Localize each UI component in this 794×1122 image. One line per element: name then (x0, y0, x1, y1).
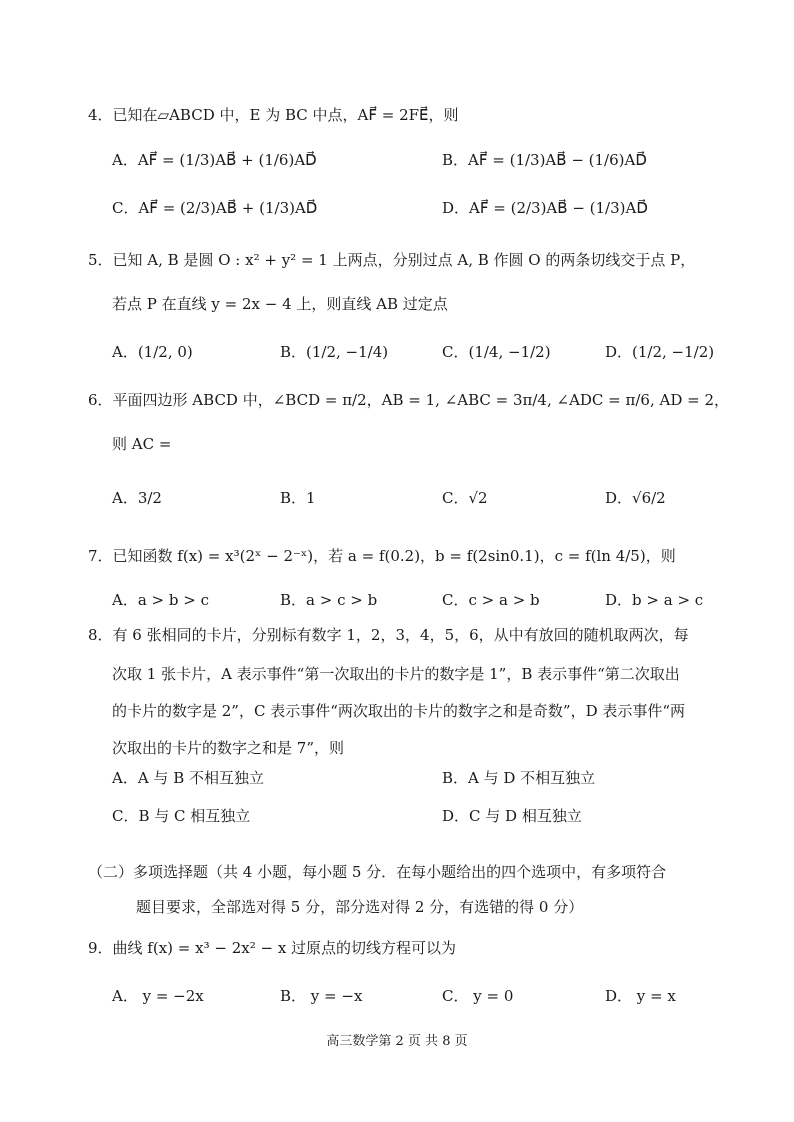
q8-stem-line-1: 8．有 6 张相同的卡片，分别标有数字 1，2，3，4，5，6，从中有放回的随机取两次，每 (88, 626, 689, 644)
q8-option-d: D．C 与 D 相互独立 (442, 807, 582, 825)
q9-option-d: D． y = x (605, 987, 676, 1005)
q6-option-d: D．√6/2 (605, 489, 666, 507)
q8-option-a: A．A 与 B 不相互独立 (112, 769, 264, 787)
q7-option-b: B．a > c > b (280, 591, 378, 609)
q6-option-c: C．√2 (442, 489, 488, 507)
q7-option-c: C．c > a > b (442, 591, 540, 609)
q5-option-d: D．(1/2, −1/2) (605, 343, 715, 361)
q8-option-b: B．A 与 D 不相互独立 (442, 769, 596, 787)
q7-option-a: A．a > b > c (112, 591, 209, 609)
q5-stem-line-2: 若点 P 在直线 y = 2x − 4 上，则直线 AB 过定点 (112, 295, 448, 313)
q7-stem: 7．已知函数 f(x) = x³(2ˣ − 2⁻ˣ)，若 a = f(0.2)，b = f(2sin0.1)，c = f(ln 4/5)，则 (88, 547, 676, 565)
section-heading-line-2: 题目要求，全部选对得 5 分，部分选对得 2 分，有选错的得 0 分） (136, 898, 584, 916)
q4-option-a: A．AF⃗ = (1/3)AB⃗ + (1/6)AD⃗ (112, 151, 317, 169)
q4-option-c: C．AF⃗ = (2/3)AB⃗ + (1/3)AD⃗ (112, 199, 318, 217)
q8-stem-line-4: 次取出的卡片的数字之和是 7”，则 (112, 739, 344, 757)
q4-stem: 4．已知在▱ABCD 中，E 为 BC 中点，AF⃗ = 2FE⃗，则 (88, 106, 459, 124)
q4-option-d: D．AF⃗ = (2/3)AB⃗ − (1/3)AD⃗ (442, 199, 648, 217)
q9-option-a: A． y = −2x (112, 987, 204, 1005)
q6-option-b: B．1 (280, 489, 316, 507)
q9-stem: 9．曲线 f(x) = x³ − 2x² − x 过原点的切线方程可以为 (88, 939, 457, 957)
q7-option-d: D．b > a > c (605, 591, 704, 609)
q5-stem-line-1: 5．已知 A, B 是圆 O : x² + y² = 1 上两点，分别过点 A, B 作圆 O 的两条切线交于点 P， (88, 251, 696, 269)
q9-option-b: B． y = −x (280, 987, 363, 1005)
q9-option-c: C． y = 0 (442, 987, 514, 1005)
q6-stem-line-2: 则 AC = (112, 435, 172, 453)
section-heading-line-1: （二）多项选择题（共 4 小题，每小题 5 分．在每小题给出的四个选项中，有多项符合 (88, 863, 667, 881)
q5-option-a: A．(1/2, 0) (112, 343, 193, 361)
page-footer: 高三数学第 2 页 共 8 页 (326, 1034, 468, 1049)
q8-option-c: C．B 与 C 相互独立 (112, 807, 251, 825)
q5-option-c: C．(1/4, −1/2) (442, 343, 551, 361)
q8-stem-line-2: 次取 1 张卡片，A 表示事件“第一次取出的卡片的数字是 1”，B 表示事件“第二次取出 (112, 665, 680, 683)
q5-option-b: B．(1/2, −1/4) (280, 343, 389, 361)
q6-option-a: A．3/2 (112, 489, 162, 507)
q4-option-b: B．AF⃗ = (1/3)AB⃗ − (1/6)AD⃗ (442, 151, 647, 169)
q8-stem-line-3: 的卡片的数字是 2”，C 表示事件“两次取出的卡片的数字之和是奇数”，D 表示事件“两 (112, 702, 686, 720)
q6-stem-line-1: 6．平面四边形 ABCD 中，∠BCD = π/2，AB = 1, ∠ABC = 3π/4, ∠ADC = π/6, AD = 2， (88, 391, 730, 409)
